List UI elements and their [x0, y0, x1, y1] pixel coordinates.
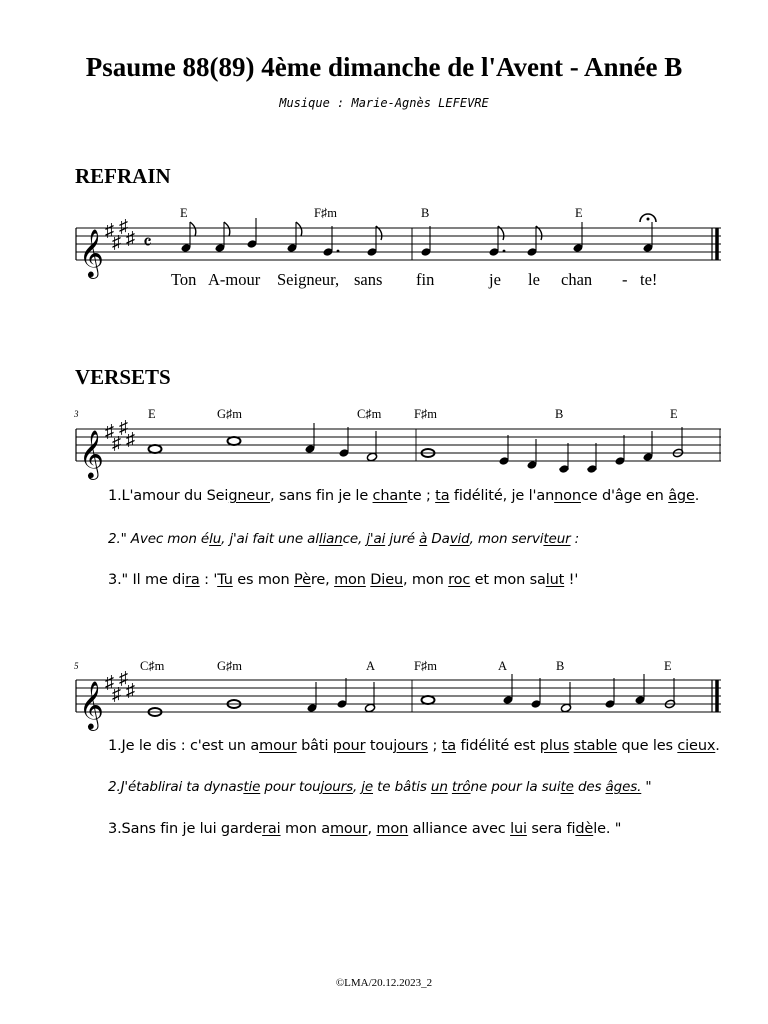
underlined-syllable: un	[430, 779, 448, 795]
key-signature-sharps	[105, 216, 135, 252]
verse-staff-1	[73, 407, 721, 480]
chord: A	[498, 659, 508, 673]
page-title: Psaume 88(89) 4ème dimanche de l'Avent - Année B	[85, 52, 683, 82]
chord: F♯m	[414, 659, 437, 673]
copyright-footer: ©LMA/20.12.2023_2	[335, 977, 433, 989]
verse-text: ;	[428, 738, 442, 754]
verse-text: , mon servi	[469, 531, 544, 547]
verse-text: bâti	[296, 738, 333, 754]
verse-text: re,	[310, 572, 335, 588]
underlined-syllable: te	[560, 779, 574, 795]
verse-text: ,	[367, 821, 377, 837]
verse-text: pour tou	[260, 779, 321, 795]
verse-text: 2." Avec mon é	[108, 531, 210, 547]
underlined-syllable: mon	[334, 572, 366, 588]
verse-text: , mon	[403, 572, 449, 588]
lyric-syllable: -	[622, 270, 628, 289]
underlined-syllable: j'ai	[366, 531, 386, 547]
verse-text: :	[570, 531, 580, 547]
verse-line	[108, 738, 720, 754]
lyric-syllable: je	[489, 270, 501, 289]
underlined-syllable: ta	[435, 488, 450, 504]
svg-text:♯: ♯	[119, 668, 128, 688]
verse-line	[108, 779, 651, 795]
verse-text: te bâtis	[373, 779, 431, 795]
underlined-syllable: pour	[332, 738, 366, 754]
svg-text:♯: ♯	[105, 672, 114, 692]
refrain-staff	[76, 206, 721, 289]
svg-text:♯: ♯	[126, 228, 135, 248]
underlined-syllable: lui	[510, 821, 527, 837]
refrain-lyrics	[171, 270, 657, 289]
svg-text:♯: ♯	[112, 684, 121, 704]
verse-text: le. "	[593, 821, 622, 837]
underlined-syllable: plus	[539, 738, 570, 754]
chord: F♯m	[414, 407, 437, 421]
verse-text: 1.L'amour du Sei	[108, 488, 229, 504]
verse-text: fidélité, je l'an	[449, 488, 555, 504]
underlined-syllable: chan	[372, 488, 408, 504]
measure-number: 5	[74, 661, 79, 671]
verse-text: , sans fin je le	[270, 488, 373, 504]
underlined-syllable: mon	[376, 821, 409, 837]
lyric-syllable: fin	[416, 270, 435, 289]
underlined-syllable: trô	[451, 779, 471, 795]
verse-text: : '	[199, 572, 218, 588]
verse-text: es mon	[232, 572, 295, 588]
underlined-syllable: Tu	[217, 572, 233, 588]
svg-text:♯: ♯	[126, 429, 135, 449]
svg-text:♯: ♯	[112, 433, 121, 453]
verse-text: mon a	[280, 821, 330, 837]
verses-heading: VERSETS	[75, 365, 171, 389]
underlined-syllable: lut	[545, 572, 565, 588]
underlined-syllable: lian	[318, 531, 343, 547]
underlined-syllable: tie	[243, 779, 261, 795]
underlined-syllable: stable	[573, 738, 618, 754]
verse-staff-2	[74, 659, 721, 731]
verse-text: tou	[365, 738, 394, 754]
verse-text: ne pour la sui	[470, 779, 561, 795]
verse-text: 3.Sans fin je lui garde	[108, 821, 263, 837]
verse-text: des	[573, 779, 606, 795]
underlined-syllable: Pè	[294, 572, 311, 588]
verse-text: "	[641, 779, 652, 795]
svg-text:♯: ♯	[105, 421, 114, 441]
verse-text: ce,	[342, 531, 367, 547]
svg-text:♯: ♯	[119, 216, 128, 236]
refrain-notes	[181, 214, 656, 257]
chord: A	[366, 659, 376, 673]
lyric-syllable: te!	[640, 270, 658, 289]
underlined-syllable: gneur	[228, 488, 271, 504]
lyric-syllable: le	[528, 270, 540, 289]
underlined-syllable: âges.	[605, 779, 642, 795]
underlined-syllable: jours	[320, 779, 353, 795]
verse-text: juré	[385, 531, 420, 547]
lyric-syllable: Seigneur,	[277, 270, 340, 289]
chord: G♯m	[217, 659, 242, 673]
chord: C♯m	[357, 407, 382, 421]
verse-line	[108, 572, 578, 588]
underlined-syllable: roc	[448, 572, 471, 588]
refrain-chords	[180, 206, 583, 220]
chord: E	[670, 407, 678, 421]
verse-line	[108, 821, 621, 837]
lyric-syllable: Ton	[171, 270, 197, 289]
verse-line	[108, 531, 579, 547]
measure-number: 3	[74, 409, 79, 419]
verse-text: alliance avec	[408, 821, 511, 837]
svg-text:𝄞: 𝄞	[79, 683, 104, 729]
verse-text: sera fi	[526, 821, 576, 837]
chord: G♯m	[217, 407, 242, 421]
underlined-syllable: vid	[449, 531, 470, 547]
treble-clef: 𝄞	[79, 231, 104, 277]
verse-text: ce d'âge en	[580, 488, 669, 504]
svg-text:♯: ♯	[119, 417, 128, 437]
chord: F♯m	[314, 206, 337, 220]
verse-text: , j'ai fait une al	[221, 531, 319, 547]
verse-text: 2.J'établirai ta dynas	[108, 779, 244, 795]
underlined-syllable: dè	[575, 821, 594, 837]
lyric-syllable: chan	[561, 270, 593, 289]
common-time-sign: 𝄴	[143, 232, 152, 254]
verse-text: fidélité est	[455, 738, 540, 754]
underlined-syllable: ta	[441, 738, 456, 754]
underlined-syllable: mour	[329, 821, 368, 837]
chord: B	[421, 206, 430, 220]
underlined-syllable: jours	[393, 738, 429, 754]
chord: E	[664, 659, 672, 673]
svg-text:♯: ♯	[105, 220, 114, 240]
verse-text: .	[715, 738, 720, 754]
underlined-syllable: je	[361, 779, 374, 795]
chord: C♯m	[140, 659, 165, 673]
chord: E	[180, 206, 188, 220]
underlined-syllable: teur	[543, 531, 571, 547]
underlined-syllable: mour	[259, 738, 297, 754]
underlined-syllable: rai	[262, 821, 281, 837]
underlined-syllable: Dieu	[370, 572, 404, 588]
underlined-syllable: âge	[668, 488, 695, 504]
underlined-syllable: lu	[209, 531, 222, 547]
chord: B	[555, 407, 564, 421]
verse-text: .	[694, 488, 700, 504]
underlined-syllable: cieux	[677, 738, 716, 754]
underlined-syllable: à	[419, 531, 428, 547]
chord: E	[148, 407, 156, 421]
chord: B	[556, 659, 565, 673]
verse-text: !'	[564, 572, 579, 588]
verse-text: que les	[617, 738, 678, 754]
verse-text: 3." Il me di	[108, 572, 186, 588]
underlined-syllable: non	[554, 488, 581, 504]
verse-text: ,	[352, 779, 362, 795]
svg-text:𝄞: 𝄞	[79, 432, 104, 478]
underlined-syllable: ra	[185, 572, 200, 588]
chord: E	[575, 206, 583, 220]
verse-text: 1.Je le dis : c'est un a	[108, 738, 260, 754]
refrain-heading: REFRAIN	[75, 164, 171, 188]
composer-credit: Musique : Marie-Agnès LEFEVRE	[279, 96, 489, 110]
verse-line	[108, 488, 699, 504]
lyric-syllable: sans	[354, 270, 383, 289]
verse-text: et mon sa	[470, 572, 546, 588]
svg-text:♯: ♯	[126, 680, 135, 700]
verse-text: Da	[427, 531, 450, 547]
lyric-syllable: A-mour	[208, 270, 261, 289]
verse-text: te ;	[407, 488, 436, 504]
svg-text:♯: ♯	[112, 232, 121, 252]
